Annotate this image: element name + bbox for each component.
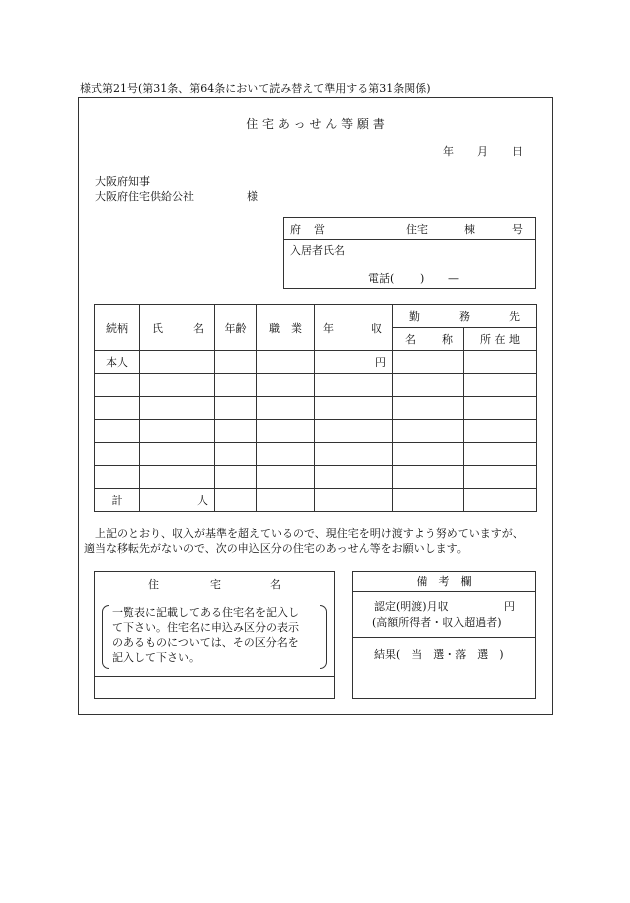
cell-workplace-name[interactable] [393, 397, 464, 420]
date-year-label: 年 [443, 145, 454, 158]
header-wp-name-1: 名 [405, 333, 416, 346]
housing-note-line-1: 一覧表に記載してある住宅名を記入し [112, 606, 299, 619]
table-header-row [95, 305, 537, 328]
housing-note-line-4: 記入して下さい。 [112, 651, 200, 664]
cell-workplace-address[interactable] [464, 351, 537, 374]
header-name-1: 氏 [152, 321, 163, 335]
addressee-corporation: 大阪府住宅供給公社 [95, 190, 194, 203]
certified-income-label: 認定(明渡)月収 [374, 600, 449, 613]
remarks-title-divider [352, 591, 536, 592]
header-income-1: 年 [323, 321, 334, 335]
housing-note-line-3: のあるものについては、その区分名を [112, 636, 299, 649]
cell-occupation[interactable] [257, 466, 315, 489]
header-workplace-2: 務 [459, 310, 470, 323]
cell-workplace-address[interactable] [464, 420, 537, 443]
header-workplace-1: 勤 [409, 310, 420, 323]
cell-name[interactable] [140, 466, 215, 489]
cell-relation[interactable] [95, 443, 140, 466]
persons-unit: 人 [197, 494, 208, 507]
housing-header-3: 名 [270, 578, 281, 591]
header-workplace-address: 所 在 地 [464, 328, 537, 351]
table-row [95, 374, 537, 397]
cell-relation[interactable] [95, 466, 140, 489]
paren-left [102, 605, 109, 669]
housing-label: 住宅 [406, 223, 428, 236]
cell-income[interactable] [315, 466, 393, 489]
cell-name[interactable] [140, 351, 215, 374]
certified-income-yen: 円 [504, 600, 515, 613]
addressee-honorific: 様 [247, 190, 258, 203]
header-name [140, 305, 215, 351]
cell-workplace-address[interactable] [464, 374, 537, 397]
cell-workplace-address[interactable] [464, 466, 537, 489]
table-row [95, 420, 537, 443]
header-workplace [393, 305, 537, 328]
cell-name[interactable] [140, 420, 215, 443]
housing-box-divider [94, 676, 335, 677]
date-month-label: 月 [477, 145, 488, 158]
cell-income[interactable] [315, 374, 393, 397]
housing-header-1: 住 [148, 578, 159, 591]
cell-age[interactable] [215, 489, 257, 512]
date-day-label: 日 [512, 145, 523, 158]
cell-workplace-name[interactable] [393, 466, 464, 489]
resident-name-label: 入居者氏名 [290, 244, 345, 257]
housing-name-input[interactable] [102, 605, 327, 669]
cell-relation[interactable] [95, 397, 140, 420]
cell-age[interactable] [215, 351, 257, 374]
cell-occupation[interactable] [257, 420, 315, 443]
cell-name[interactable] [140, 397, 215, 420]
cell-workplace-address[interactable] [464, 489, 537, 512]
header-occupation: 職 業 [257, 305, 315, 351]
addressee-governor: 大阪府知事 [95, 175, 150, 188]
header-workplace-name [393, 328, 464, 351]
total-persons-cell[interactable] [140, 489, 215, 512]
certified-income-category: (高額所得者・収入超過者) [372, 616, 502, 629]
unit-number-label: 号 [512, 223, 523, 236]
selection-result: 結果( 当 選・落 選 ) [374, 648, 504, 661]
cell-workplace-name[interactable] [393, 443, 464, 466]
cell-age[interactable] [215, 397, 257, 420]
table-row [95, 443, 537, 466]
cell-age[interactable] [215, 443, 257, 466]
cell-income[interactable] [315, 420, 393, 443]
cell-income[interactable] [315, 489, 393, 512]
managed-label: 営 [314, 223, 325, 236]
building-label: 棟 [464, 223, 475, 236]
cell-workplace-address[interactable] [464, 443, 537, 466]
phone-dash: — [448, 272, 459, 285]
cell-relation[interactable] [95, 374, 140, 397]
cell-income[interactable] [315, 397, 393, 420]
applicant-box-divider [283, 239, 536, 240]
phone-label: 電話( [368, 272, 395, 285]
header-income-2: 収 [371, 321, 382, 335]
cell-name[interactable] [140, 374, 215, 397]
header-income [315, 305, 393, 351]
cell-occupation[interactable] [257, 443, 315, 466]
cell-income[interactable] [315, 443, 393, 466]
cell-occupation[interactable] [257, 351, 315, 374]
cell-workplace-name[interactable] [393, 420, 464, 443]
header-workplace-3: 先 [509, 310, 520, 323]
cell-age[interactable] [215, 374, 257, 397]
cell-occupation[interactable] [257, 489, 315, 512]
cell-workplace-name[interactable] [393, 374, 464, 397]
income-yen-unit: 円 [375, 356, 386, 369]
header-relation: 続柄 [95, 305, 140, 351]
phone-area-code-field[interactable] [398, 271, 416, 285]
form-number: 様式第21号(第31条、第64条において読み替えて準用する第31条関係) [80, 82, 431, 95]
cell-name[interactable] [140, 443, 215, 466]
form-title: 住 宅 あ っ せ ん 等 願 書 [246, 117, 385, 131]
cell-occupation[interactable] [257, 374, 315, 397]
cell-occupation[interactable] [257, 397, 315, 420]
cell-workplace-name[interactable] [393, 489, 464, 512]
cell-relation[interactable] [95, 420, 140, 443]
total-label: 計 [95, 489, 140, 512]
header-wp-name-2: 称 [442, 333, 453, 346]
statement-line-2: 適当な移転先がないので、次の申込区分の住宅のあっせん等をお願いします。 [84, 542, 468, 555]
housing-header-2: 宅 [210, 578, 221, 591]
prefectural-label: 府 [290, 223, 301, 236]
remarks-title: 備 考 欄 [416, 575, 472, 588]
statement-line-1: 上記のとおり、収入が基準を超えているので、現住宅を明け渡すよう努めていますが、 [95, 527, 524, 540]
header-age: 年齢 [215, 305, 257, 351]
table-row [95, 466, 537, 489]
phone-paren-close: ) [420, 272, 425, 285]
cell-age[interactable] [215, 420, 257, 443]
cell-workplace-name[interactable] [393, 351, 464, 374]
header-name-2: 名 [193, 321, 204, 335]
self-label: 本人 [95, 351, 140, 374]
total-row [95, 489, 537, 512]
cell-workplace-address[interactable] [464, 397, 537, 420]
cell-income[interactable] [315, 351, 393, 374]
paren-right [320, 605, 327, 669]
housing-note-line-2: て下さい。住宅名に申込み区分の表示 [112, 621, 299, 634]
table-row [95, 351, 537, 374]
cell-age[interactable] [215, 466, 257, 489]
table-row [95, 397, 537, 420]
remarks-divider [352, 637, 536, 638]
household-table [94, 304, 537, 512]
